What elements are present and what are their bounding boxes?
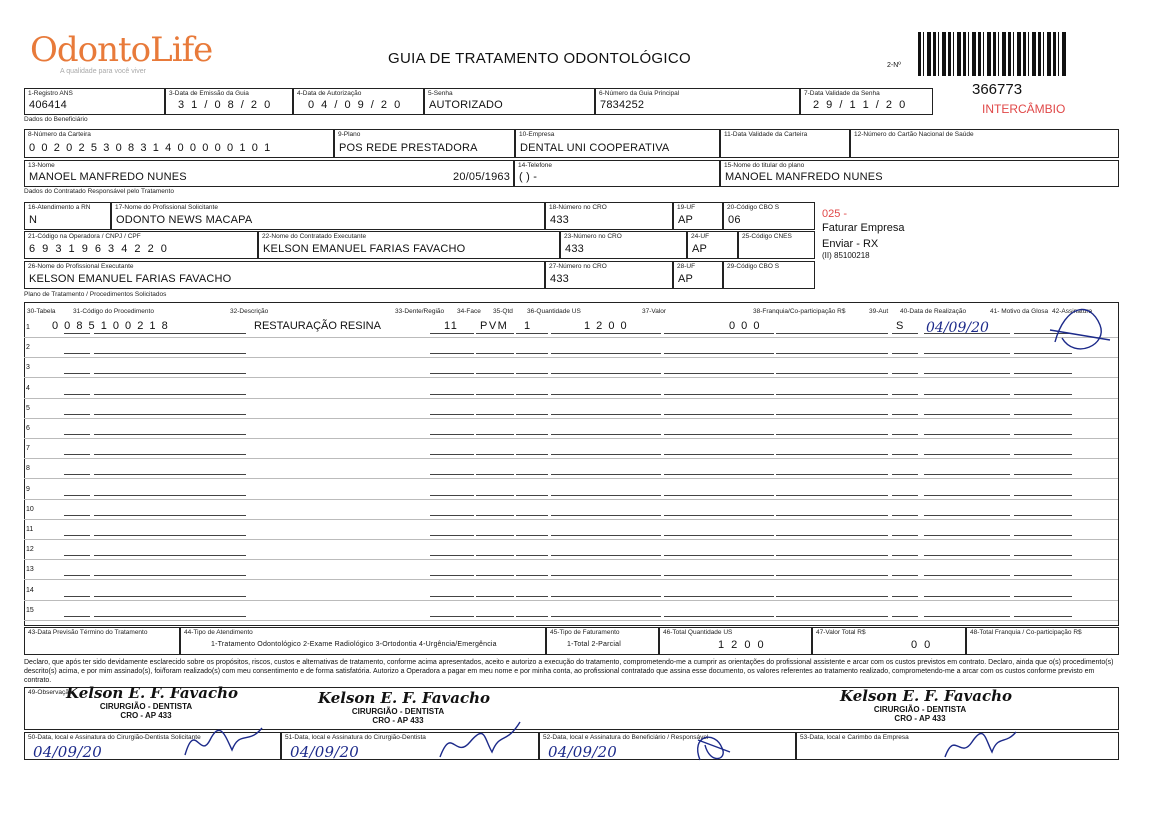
field-sus-card[interactable]: 12-Número do Cartão Nacional de Saúde [850, 129, 1119, 158]
page-title: GUIA DE TRATAMENTO ODONTOLÓGICO [388, 50, 691, 67]
rn-value: N [29, 214, 38, 226]
row-number: 1 [26, 324, 30, 331]
executing-professional-value: KELSON EMANUEL FARIAS FAVACHO [29, 273, 232, 285]
row-tooth: 11 [444, 320, 459, 332]
col-face: 34-Face [457, 308, 481, 315]
col-table: 30-Tabela [27, 308, 56, 315]
col-tooth: 33-Dente/Região [395, 308, 445, 315]
password-validity-value: 2 9 / 1 1 / 2 0 [813, 99, 908, 111]
uf-28-value: AP [678, 273, 694, 285]
row-face: PVM [480, 320, 509, 332]
row-number: 15 [26, 606, 34, 614]
field-billing-type[interactable]: 45-Tipo de Faturamento 1-Total 2-Parcial [546, 627, 659, 655]
requesting-professional-value: ODONTO NEWS MACAPA [116, 214, 253, 226]
field-cro-18[interactable]: 18-Número no CRO 433 [545, 202, 673, 230]
stamp-2-cro: CRO - AP 433 [372, 716, 424, 725]
cro-18-value: 433 [550, 214, 569, 226]
cro-23-value: 433 [565, 243, 584, 255]
row-franchise: 0 0 0 [729, 320, 761, 332]
field-total-franchise[interactable]: 48-Total Franquia / Co-participação R$ [966, 627, 1119, 655]
signature-beneficiary-date: 04/09/20 [548, 743, 617, 761]
row-number: 3 [26, 364, 30, 372]
row-number: 13 [26, 566, 34, 574]
signature-scribble-1 [185, 728, 262, 755]
field-cro-27[interactable]: 27-Número no CRO 433 [545, 261, 673, 289]
field-ans[interactable]: 1-Registro ANS 406414 [24, 88, 165, 115]
emission-date-value: 3 1 / 0 8 / 2 0 [178, 99, 273, 111]
company-value: DENTAL UNI COOPERATIVA [520, 142, 670, 154]
field-total-us[interactable]: 46-Total Quantidade US 1 2 0 0 [659, 627, 812, 655]
row-qtd: 1 [524, 320, 532, 332]
field-uf-24[interactable]: 24-UF AP [687, 231, 738, 259]
row-number: 6 [26, 425, 30, 432]
col-code: 31-Código do Procedimento [73, 308, 154, 315]
logo-text: OdontoLife [30, 30, 213, 70]
stamp-2-role: CIRURGIÃO - DENTISTA [351, 707, 445, 716]
field-authorization-date[interactable]: 4-Data de Autorização 0 4 / 0 9 / 2 0 [293, 88, 424, 115]
row-aut: S [896, 320, 905, 332]
field-card-number[interactable]: 8-Número da Carteira 0 0 2 0 2 5 3 0 8 3 1 4 0 0 0 0 0 1 0 1 [24, 129, 334, 158]
field-rn[interactable]: 16-Atendimento a RN N [24, 202, 111, 230]
row-number: 2 [26, 344, 30, 352]
field-plan[interactable]: 9-Plano POS REDE PRESTADORA [334, 129, 515, 158]
stamp-3-name: Kelson E. F. Favacho [840, 687, 1013, 705]
field-main-guide[interactable]: 6-Número da Guia Principal 7834252 [595, 88, 800, 115]
row-date: 04/09/20 [926, 320, 989, 336]
field-signature-company[interactable]: 53-Data, local e Carimbo da Empresa [796, 732, 1119, 760]
uf-24-value: AP [692, 243, 708, 255]
stamp-2-name: Kelson E. F. Favacho [318, 689, 491, 707]
main-guide-value: 7834252 [600, 99, 645, 111]
cbo-20-value: 06 [728, 214, 741, 226]
col-date: 40-Data de Realização [900, 308, 967, 315]
plan-value: POS REDE PRESTADORA [339, 142, 478, 154]
field-signature-requesting[interactable]: 50-Data, local e Assinatura do Cirurgião-Dentista Solicitante 04/09/20 [24, 732, 281, 760]
side-note-line2: Enviar - RX [822, 238, 879, 250]
signature-scribble-4 [945, 732, 1016, 757]
total-value-value: 0 0 [911, 639, 933, 651]
col-aut: 39-Aut [869, 308, 889, 315]
row-number: 14 [26, 586, 34, 594]
row-number: 4 [26, 384, 30, 392]
field-uf-19[interactable]: 19-UF AP [673, 202, 723, 230]
col-value: 37-Valor [642, 308, 667, 315]
side-note-phone: (II) 85100218 [822, 251, 870, 260]
card-number-value: 0 0 2 0 2 5 3 0 8 3 1 4 0 0 0 0 0 1 0 1 [29, 142, 272, 154]
ans-value: 406414 [29, 99, 67, 111]
stamp-3-cro: CRO - AP 433 [894, 714, 946, 723]
signature-scribble-3 [698, 737, 730, 760]
uf-19-value: AP [678, 214, 694, 226]
logo-tagline: A qualidade para você viver [60, 68, 146, 75]
field-end-forecast[interactable]: 43-Data Previsão Término do Tratamento [24, 627, 180, 655]
service-type-value: 1-Tratamento Odontológico 2-Exame Radiológico 3-Ortodontia 4-Urgência/Emergência [211, 641, 497, 648]
section-provider: Dados do Contratado Responsável pelo Tratamento [24, 188, 174, 195]
field-uf-28[interactable]: 28-UF AP [673, 261, 723, 289]
field-holder-name[interactable]: 15-Nome do titular do plano MANOEL MANFREDO NUNES [720, 160, 1119, 187]
side-note-code: 025 - [822, 208, 848, 220]
field-card-validity[interactable]: 11-Data Validade da Carteira [720, 129, 850, 158]
row-number: 12 [26, 546, 34, 554]
row-code: 0 0 8 5 1 0 0 2 1 8 [52, 320, 170, 332]
col-signature: 42-Assinatura [1052, 308, 1093, 315]
row-number: 5 [26, 404, 30, 412]
field-signature-beneficiary[interactable]: 52-Data, local e Assinatura do Beneficiário / Responsável 04/09/20 [539, 732, 796, 760]
field-cnes[interactable]: 25-Código CNES [738, 231, 815, 259]
stamp-1-name: Kelson E. F. Favacho [66, 684, 239, 702]
side-note-line1: Faturar Empresa [822, 222, 905, 234]
field-observation[interactable]: 49-Observação [24, 687, 1119, 730]
field-service-type[interactable]: 44-Tipo de Atendimento 1-Tratamento Odontológico 2-Exame Radiológico 3-Ortodontia 4-Urgência/Emergência [180, 627, 546, 655]
birth-date-value: 20/05/1963 [453, 171, 511, 183]
signature-requesting-date: 04/09/20 [33, 743, 102, 761]
col-franchise: 38-Franquia/Co-participação R$ [753, 308, 846, 315]
stamp-3-role: CIRURGIÃO - DENTISTA [873, 705, 967, 714]
col-glosa: 41- Motivo da Glosa [990, 308, 1049, 315]
field-cro-23[interactable]: 23-Número no CRO 433 [560, 231, 687, 259]
field-emission-date[interactable]: 3-Data de Emissão da Guia 3 1 / 0 8 / 2 0 [165, 88, 293, 115]
signature-scribble-row1 [1050, 310, 1110, 349]
field-company[interactable]: 10-Empresa DENTAL UNI COOPERATIVA [515, 129, 720, 158]
field-name[interactable]: 13-Nome MANOEL MANFREDO NUNES 20/05/1963 [24, 160, 514, 187]
field-phone[interactable]: 14-Telefone ( ) - [514, 160, 720, 187]
row-number: 7 [26, 445, 30, 453]
stamp-1-cro: CRO - AP 433 [120, 711, 172, 720]
col-us: 36-Quantidade US [527, 308, 581, 315]
phone-value: ( ) - [519, 171, 538, 183]
field-signature-dentist[interactable]: 51-Data, local e Assinatura do Cirurgião-Dentista 04/09/20 [281, 732, 539, 760]
row-number: 10 [26, 505, 34, 513]
signature-scribble-2 [440, 722, 520, 757]
billing-type-value: 1-Total 2-Parcial [567, 641, 621, 648]
section-beneficiary: Dados do Beneficiário [24, 116, 88, 123]
authorization-date-value: 0 4 / 0 9 / 2 0 [308, 99, 403, 111]
field-total-value[interactable]: 47-Valor Total R$ 0 0 [812, 627, 966, 655]
row-number: 9 [26, 485, 30, 493]
row-us: 1 2 0 0 [584, 320, 629, 332]
field-password-validity[interactable]: 7-Data Validade da Senha 2 9 / 1 1 / 2 0 [800, 88, 933, 115]
operator-code-value: 6 9 3 1 9 6 3 4 2 2 0 [29, 243, 169, 255]
declaration-text: Declaro, que após ter sido devidamente esclarecido sobre os propósitos, riscos, custos e alternativas de tratamento, conforme acima apresentados, aceito e autorizo a execução do tratamento, comprometendo-me a cumprir as orientações do profissional assistente e arcar com os custos previstos em contrato. Declaro, ainda que o(s) procedimento(s) descrito(s) acima, e por mim assinado(s), foi/foram realizado(s) com meu consentimento e de forma satisfatória. Autorizo a Operadora a pagar em meu nome e por minha conta, ao profissional contratado que assina esse documento, os valores referentes ao tratamento realizado, comprometendo-me a arcar com os custos conforme previsto em contrato. [24, 659, 1114, 684]
guide-no-label: 2-Nº [887, 62, 901, 69]
field-executing-contractor[interactable]: 22-Nome do Contratado Executante KELSON EMANUEL FARIAS FAVACHO [258, 231, 560, 259]
intercambio-label: INTERCÂMBIO [982, 102, 1066, 116]
signature-dentist-date: 04/09/20 [290, 743, 359, 761]
password-value: AUTORIZADO [429, 99, 503, 111]
stamp-1-role: CIRURGIÃO - DENTISTA [99, 702, 193, 711]
total-us-value: 1 2 0 0 [718, 639, 766, 651]
row-number: 11 [26, 526, 34, 533]
field-requesting-professional[interactable]: 17-Nome do Profissional Solicitante ODONTO NEWS MACAPA [111, 202, 545, 230]
field-cbo-20[interactable]: 20-Código CBO S 06 [723, 202, 815, 230]
guide-number: 366773 [972, 81, 1023, 98]
col-description: 32-Descrição [230, 308, 269, 315]
executing-contractor-value: KELSON EMANUEL FARIAS FAVACHO [263, 243, 466, 255]
row-description: RESTAURAÇÃO RESINA [254, 320, 381, 332]
field-executing-professional[interactable]: 26-Nome do Profissional Executante KELSON EMANUEL FARIAS FAVACHO [24, 261, 545, 289]
cro-27-value: 433 [550, 273, 569, 285]
section-treatment-plan: Plano de Tratamento / Procedimentos Solicitados [24, 291, 167, 298]
row-number: 8 [26, 465, 30, 473]
holder-name-value: MANOEL MANFREDO NUNES [725, 171, 883, 183]
col-qtd: 35-Qtd [493, 308, 513, 315]
field-operator-code[interactable]: 21-Código na Operadora / CNPJ / CPF 6 9 3 1 9 6 3 4 2 2 0 [24, 231, 258, 259]
field-password[interactable]: 5-Senha AUTORIZADO [424, 88, 595, 115]
name-value: MANOEL MANFREDO NUNES [29, 171, 187, 183]
field-cbo-29[interactable]: 29-Código CBO S [723, 261, 815, 289]
